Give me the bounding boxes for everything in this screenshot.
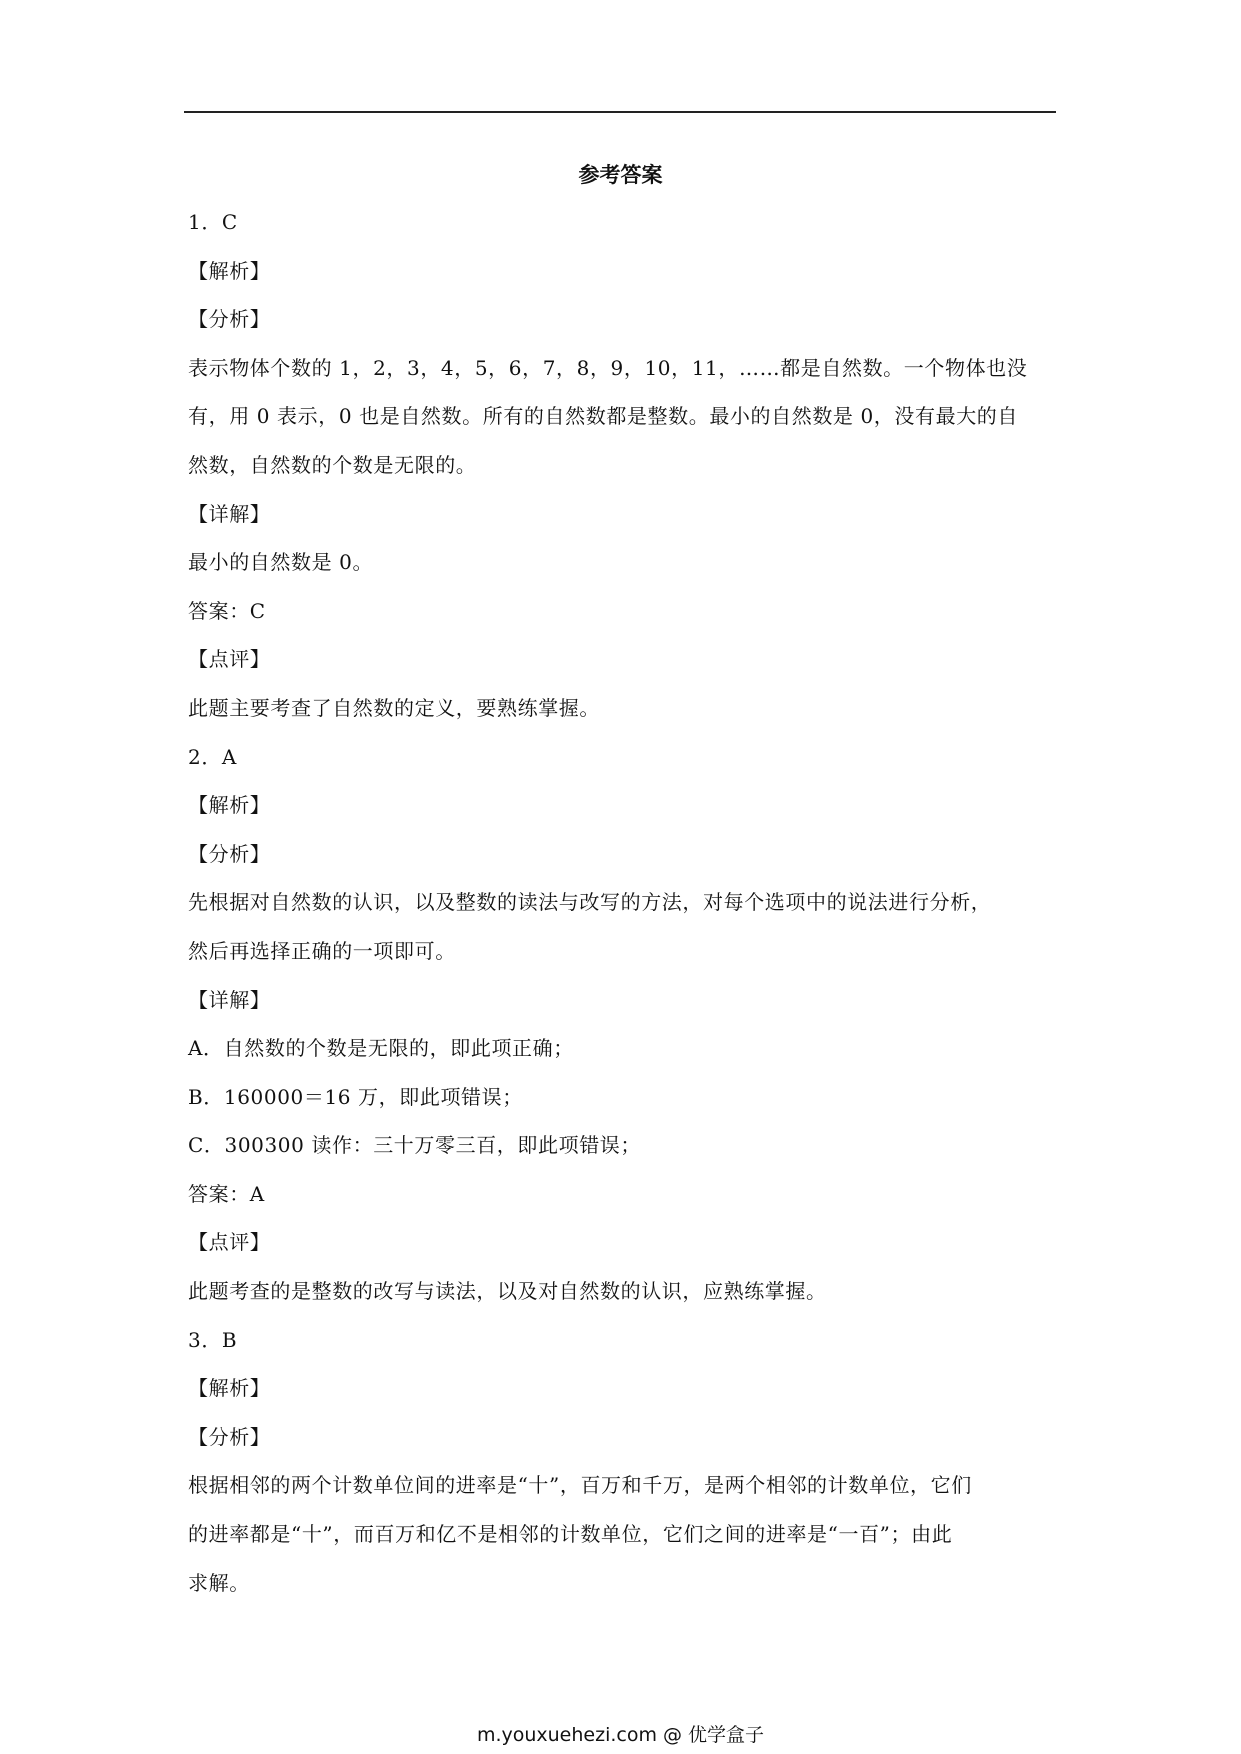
- section-heading-xiangjie: 【详解】: [188, 501, 271, 526]
- section-heading-fenxi: 【分析】: [188, 841, 271, 866]
- answer-1-label: 1．C: [188, 210, 238, 234]
- paragraph-line: 表示物体个数的 1，2，3，4，5，6，7，8，9，10，11，……都是自然数。一个物体也没: [188, 355, 1028, 380]
- answer-2-label: 2．A: [188, 744, 237, 769]
- option-line: A．自然数的个数是无限的，即此项正确；: [188, 1036, 574, 1061]
- section-heading-dianping: 【点评】: [188, 1230, 271, 1255]
- paragraph-line: 有，用 0 表示，0 也是自然数。所有的自然数都是整数。最小的自然数是 0，没有最大的自: [188, 404, 1019, 429]
- paragraph-line: 此题考查的是整数的改写与读法，以及对自然数的认识，应熟练掌握。: [188, 1279, 827, 1304]
- section-heading-jiexi: 【解析】: [188, 1376, 271, 1401]
- section-heading-jiexi: 【解析】: [188, 793, 271, 818]
- option-line: C．300300 读作：三十万零三百，即此项错误；: [188, 1133, 642, 1158]
- header-rule: [184, 111, 1056, 113]
- section-heading-fenxi: 【分析】: [188, 1424, 271, 1449]
- paragraph-line: 最小的自然数是 0。: [188, 550, 374, 575]
- section-heading-jiexi: 【解析】: [188, 258, 271, 283]
- paragraph-line: 求解。: [188, 1570, 250, 1595]
- answer-content: [188, 208, 1058, 1617]
- paragraph-line: 的进率都是“十”，而百万和亿不是相邻的计数单位，它们之间的进率是“一百”；由此: [188, 1522, 953, 1547]
- answer-line: 答案：A: [188, 1181, 265, 1206]
- answer-3-label: 3．B: [188, 1327, 238, 1352]
- paragraph-line: 然数，自然数的个数是无限的。: [188, 452, 477, 477]
- paragraph-line: 先根据对自然数的认识，以及整数的读法与改写的方法，对每个选项中的说法进行分析，: [188, 890, 992, 915]
- option-line: B．160000＝16 万，即此项错误；: [188, 1084, 523, 1109]
- paragraph-line: 然后再选择正确的一项即可。: [188, 938, 456, 963]
- paragraph-line: 根据相邻的两个计数单位间的进率是“十”，百万和千万，是两个相邻的计数单位，它们: [188, 1473, 972, 1498]
- footer-watermark: m.youxuehezi.com @ 优学盒子: [476, 1724, 765, 1746]
- section-heading-fenxi: 【分析】: [188, 307, 271, 332]
- section-heading-xiangjie: 【详解】: [188, 987, 271, 1012]
- answer-line: 答案：C: [188, 598, 266, 623]
- section-heading-dianping: 【点评】: [188, 647, 271, 672]
- page-title: 参考答案: [578, 162, 663, 187]
- paragraph-line: 此题主要考查了自然数的定义，要熟练掌握。: [188, 695, 600, 720]
